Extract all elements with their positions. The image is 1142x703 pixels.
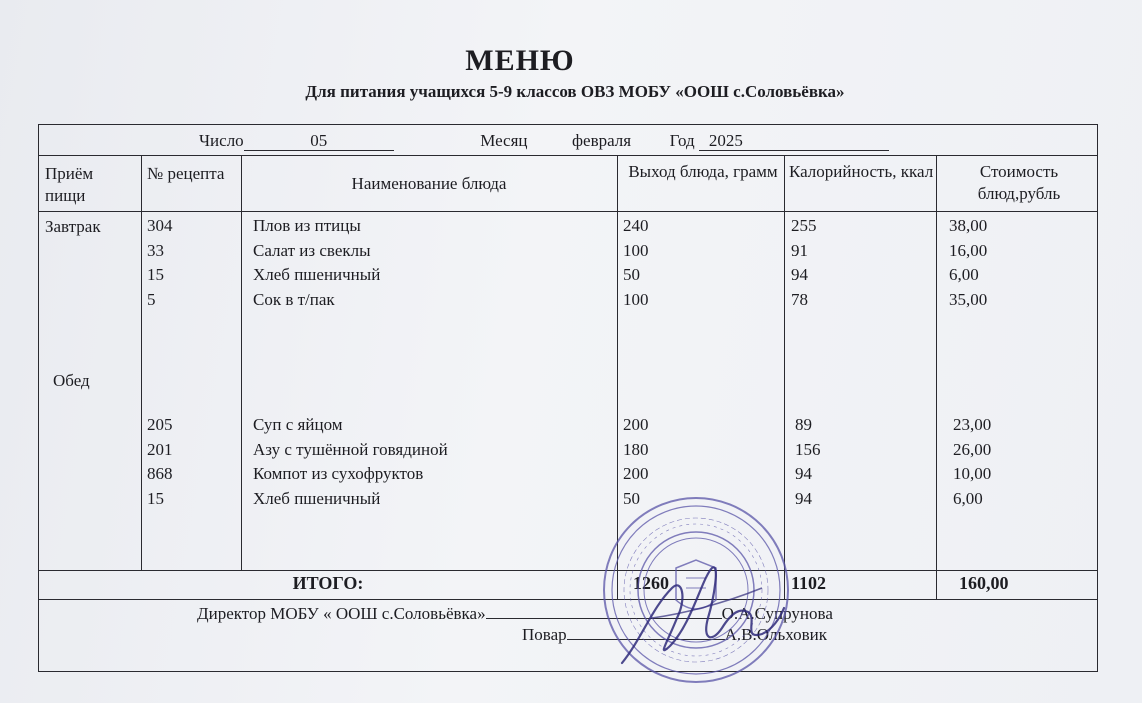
dish-name: Салат из свеклы: [253, 240, 371, 260]
output-grams: 200: [623, 464, 649, 483]
totals-calories: 1102: [791, 573, 827, 593]
lunch-dishes: [253, 413, 448, 511]
calories-value: 94: [795, 464, 812, 483]
totals-label: ИТОГО:: [292, 573, 364, 593]
dish-name: Сок в т/пак: [253, 289, 335, 309]
header-output: Выход блюда, грамм: [628, 162, 778, 181]
output-grams: 100: [623, 240, 649, 260]
date-line: [199, 131, 889, 151]
breakfast-costs: [949, 214, 987, 312]
header-meal: Приём пищи: [45, 164, 94, 205]
header-dish: Наименование блюда: [351, 174, 507, 193]
breakfast-recipes: [147, 214, 173, 312]
output-grams: 50: [623, 488, 640, 508]
cook-name: А.В.Ольховик: [724, 625, 827, 644]
totals-output: 1260: [633, 573, 669, 593]
document-subtitle: Для питания учащихся 5-9 классов ОВЗ МОБУ «ООШ с.Соловьёвка»: [305, 82, 845, 101]
meal-breakfast: Завтрак: [45, 217, 101, 236]
cost-value: 6,00: [949, 265, 979, 284]
dish-name: Хлеб пшеничный: [253, 488, 381, 508]
cost-value: 23,00: [953, 415, 992, 434]
recipe-number: 5: [147, 289, 156, 309]
cost-value: 26,00: [953, 439, 992, 459]
recipe-number: 15: [147, 265, 164, 284]
calories-value: 156: [795, 439, 821, 459]
document-title: МЕНЮ: [465, 44, 575, 77]
recipe-number: 868: [147, 464, 173, 483]
day-label: Число: [199, 131, 244, 150]
recipe-number: 201: [147, 439, 173, 459]
header-calories: Калорийность, ккал: [789, 162, 934, 181]
dish-name: Хлеб пшеничный: [253, 265, 381, 284]
output-grams: 50: [623, 265, 640, 284]
recipe-number: 15: [147, 488, 164, 508]
cost-value: 6,00: [953, 488, 983, 508]
totals-divider-top: [39, 570, 1097, 571]
dish-name: Азу с тушённой говядиной: [253, 439, 448, 459]
dish-name: Компот из сухофруктов: [253, 464, 424, 483]
calories-value: 78: [791, 289, 808, 309]
date-row-divider: [39, 155, 1097, 156]
breakfast-dishes: [253, 214, 380, 312]
lunch-calories: [795, 413, 821, 511]
day-value: 05: [310, 131, 328, 150]
menu-table: [38, 124, 1098, 672]
signature-icon: [612, 548, 792, 678]
header-divider: [39, 211, 1097, 212]
cost-value: 16,00: [949, 240, 988, 260]
month-label: Месяц: [480, 131, 528, 150]
cost-value: 10,00: [953, 464, 992, 483]
dish-name: Плов из птицы: [253, 216, 361, 235]
column-divider: [141, 155, 142, 570]
breakfast-calories: [791, 214, 817, 312]
cook-label: Повар: [522, 625, 567, 644]
output-grams: 100: [623, 289, 649, 309]
director-label: Директор МОБУ « ООШ с.Соловьёвка»: [197, 604, 486, 623]
totals-divider-bottom: [39, 599, 1097, 600]
year-value: 2025: [708, 131, 743, 150]
output-grams: 180: [623, 439, 649, 459]
output-grams: 240: [623, 216, 649, 235]
cost-value: 35,00: [949, 289, 988, 309]
calories-value: 91: [791, 240, 808, 260]
column-divider: [936, 155, 937, 599]
year-label: Год: [669, 131, 695, 150]
recipe-number: 33: [147, 240, 164, 260]
calories-value: 89: [795, 415, 812, 434]
header-cost: Стоимость блюд,рубль: [977, 162, 1061, 203]
recipe-number: 205: [147, 415, 173, 434]
month-value: февраля: [572, 131, 632, 150]
recipe-number: 304: [147, 216, 173, 235]
lunch-costs: [953, 413, 991, 511]
lunch-recipes: [147, 413, 173, 511]
header-recipe: № рецепта: [147, 164, 225, 183]
calories-value: 94: [791, 265, 808, 284]
dish-name: Суп с яйцом: [253, 415, 343, 434]
output-grams: 200: [623, 415, 649, 434]
calories-value: 255: [791, 216, 817, 235]
totals-cost: 160,00: [959, 573, 1009, 593]
breakfast-outputs: [623, 214, 649, 312]
column-divider: [241, 155, 242, 570]
meal-lunch: Обед: [53, 371, 90, 390]
director-name: О.А.Супрунова: [721, 604, 833, 623]
cost-value: 38,00: [949, 216, 988, 235]
calories-value: 94: [795, 488, 812, 508]
